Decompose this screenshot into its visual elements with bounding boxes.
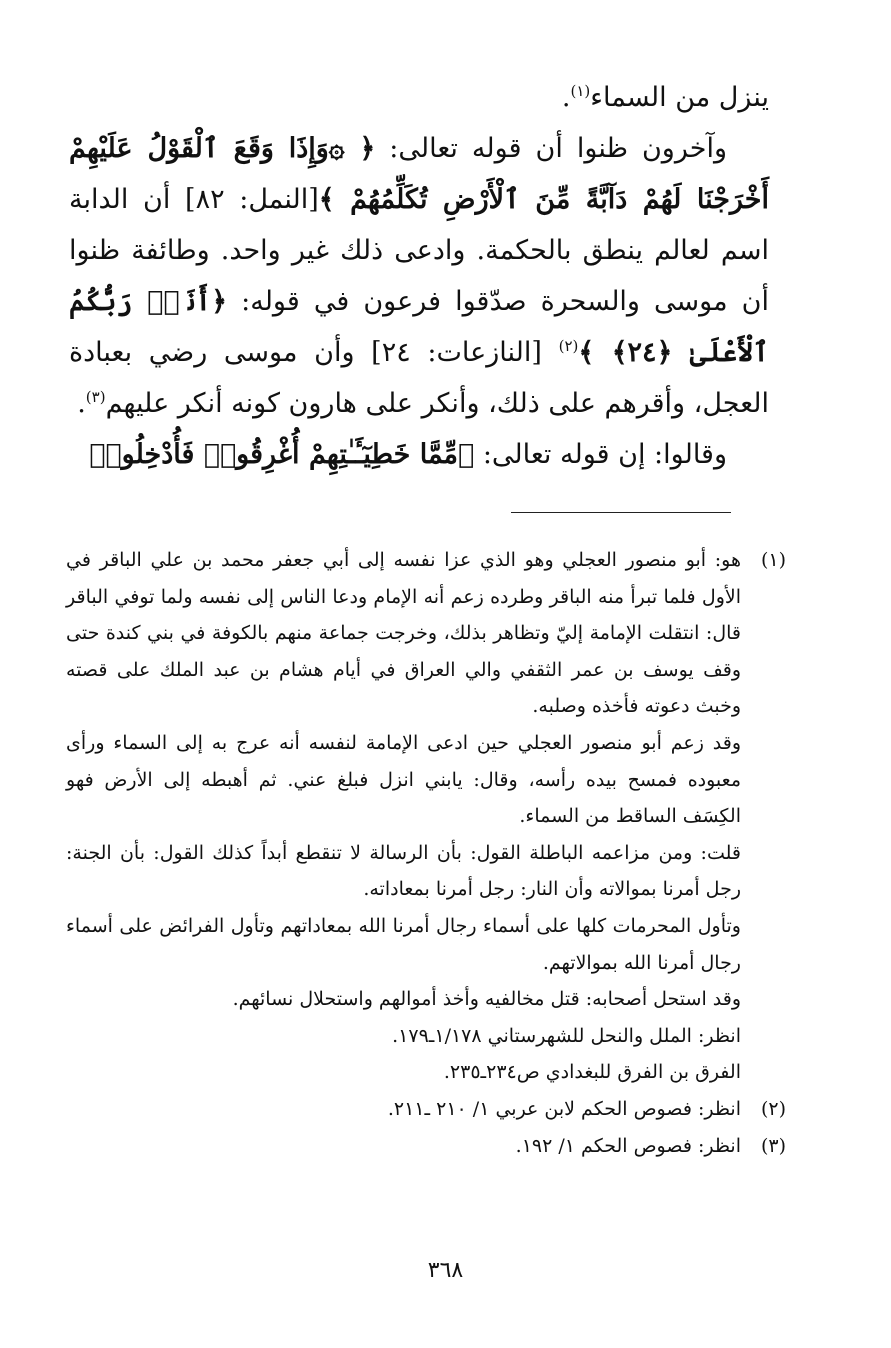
paragraph-1 — [69, 72, 769, 123]
quran-verse-nuh: ﴿مِّمَّا خَطِيٓـَٔـٰتِهِمْ أُغْرِقُوا۟ فَأُدْخِلُوا۟ — [89, 439, 475, 470]
footnote-source: انظر: فصوص الحكم ١/ ١٩٢. — [515, 1134, 741, 1157]
paragraph-2-text-b: وأن موسى رضي بعبادة العجل، وأقرهم على ذلك، وأنكر على هارون كونه أنكر عليهم — [69, 337, 769, 419]
footnote-line: وقد زعم أبو منصور العجلي حين ادعى الإمامة لنفسه أنه عرج به إلى السماء ورأى معبوده فمسح بيده رأسه، وقال: يابني انزل فبلغ عني. ثم أهبطه إلى الأرض فهو الكِسَف الساقط من السماء. — [66, 731, 741, 828]
footnote-source: الفرق بن الفرق للبغدادي ص٢٣٤ـ٢٣٥. — [443, 1061, 741, 1084]
footnote-ref-2: (٢) — [558, 337, 579, 355]
paragraph-2-intro: وآخرون ظنوا أن قوله تعالى: — [375, 133, 727, 164]
footnote-ref-3: (٣) — [85, 388, 106, 406]
paragraph-2-text-a: أن الدابة اسم لعالم ينطق بالحكمة. وادعى ذلك غير واحد. وطائفة ظنوا أن موسى والسحرة صدّقوا فرعون في قوله: — [69, 184, 769, 317]
paragraph-2 — [69, 123, 769, 429]
verse-ref-naml: [النمل: ٨٢] — [185, 184, 319, 215]
paragraph-1-end: . — [561, 82, 571, 113]
footnote-number: (١) — [760, 549, 786, 571]
footnote-line: وتأول المحرمات كلها على أسماء رجال أمرنا الله بمعاداتهم وتأول الفرائض على أسماء رجال أمرنا الله بموالاتهم. — [66, 914, 741, 974]
footnote-source: انظر: فصوص الحكم لابن عربي ١/ ٢١٠ ـ٢١١. — [387, 1097, 741, 1120]
main-text — [69, 72, 769, 480]
paragraph-2-end: . — [77, 388, 86, 419]
footnote-number: (٣) — [760, 1134, 786, 1157]
footnote-number: (٢) — [760, 1097, 786, 1120]
footnote-ref-1: (١) — [570, 82, 591, 100]
footnote-source: انظر: الملل والنحل للشهرستاني ١/١٧٨ـ١٧٩. — [392, 1024, 741, 1047]
footnote-1 — [66, 542, 786, 1091]
footnote-line: وقد استحل أصحابه: قتل مخالفيه وأخذ أموالهم واستحلال نسائهم. — [232, 988, 741, 1011]
page-number: ٣٦٨ — [427, 1258, 464, 1283]
quran-verse-naziat: ﴿أَنَا۠ رَبُّكُمُ ٱلْأَعْلَىٰ ﴿٢٤﴾ ﴾ — [69, 286, 769, 368]
footnotes — [66, 542, 786, 1164]
paragraph-3 — [69, 429, 769, 480]
footnote-3 — [66, 1128, 786, 1165]
footnote-line: قلت: ومن مزاعمه الباطلة القول: بأن الرسالة لا تنقطع أبداً كذلك القول: بأن الجنة: رجل أمرنا بموالاته وأن النار: رجل أمرنا بمعاداته. — [66, 841, 741, 901]
quran-verse-naml: ﴿ ۞وَإِذَا وَقَعَ ٱلْقَوْلُ عَلَيْهِمْ أَخْرَجْنَا لَهُمْ دَآبَّةً مِّنَ ٱلْأَرْضِ تُكَلِّمُهُمْ ﴾ — [69, 133, 769, 215]
footnote-line: هو: أبو منصور العجلي وهو الذي عزا نفسه إلى أبي جعفر محمد بن علي الباقر في الأول فلما تبرأ منه الباقر وطرده زعم أنه الإمام ودعا الناس إلى نفسه ولما توفي الباقر قال: انتقلت الإمامة إليّ وتظاهر بذلك، وخرجت جماعة منهم بالكوفة في بني كندة حتى وقف يوسف بن عمر الثقفي والي العراق في أيام هشام بن عبد الملك على قصته وخبث دعوته فأخذه وصلبه. — [66, 549, 741, 718]
footnote-separator — [511, 512, 731, 513]
paragraph-1-text: ينزل من السماء — [590, 82, 769, 113]
footnote-2 — [66, 1091, 786, 1128]
verse-ref-naziat: [النازعات: ٢٤] — [371, 337, 559, 368]
paragraph-3-intro: وقالوا: إن قوله تعالى: — [474, 439, 727, 470]
